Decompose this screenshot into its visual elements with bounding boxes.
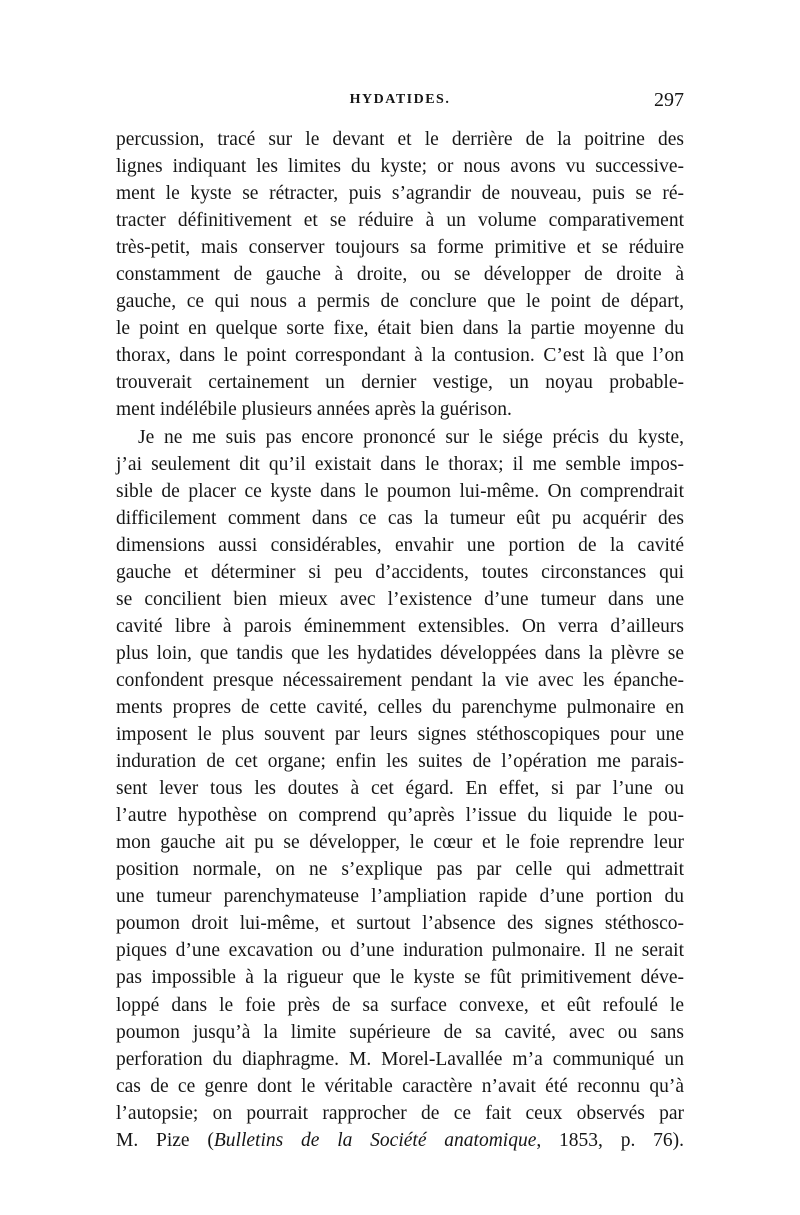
text-line: cas de ce genre dont le véritable caractère n’avait été reconnu qu’à [116, 1075, 684, 1097]
text-line: loppé dans le foie près de sa surface convexe, et eût refoulé le [116, 994, 684, 1016]
text-line: gauche et déterminer si peu d’accidents, toutes circonstances qui [116, 561, 684, 583]
text-line: poumon droit lui-même, et surtout l’absence des signes stéthosco- [116, 913, 684, 935]
text-line: induration de cet organe; enfin les suites de l’opération me parais- [116, 751, 684, 773]
text-line: cavité libre à parois éminemment extensibles. On verra d’ailleurs [116, 615, 684, 637]
running-title: HYDATIDES. [349, 92, 451, 107]
text-line: pas impossible à la rigueur que le kyste se fût primitivement déve- [116, 967, 684, 989]
text-line: l’autopsie; on pourrait rapprocher de ce fait ceux observés par [116, 1102, 684, 1124]
body-text [116, 126, 684, 1154]
text-line: poumon jusqu’à la limite supérieure de sa cavité, avec ou sans [116, 1021, 684, 1043]
text-line: thorax, dans le point correspondant à la contusion. C’est là que l’on [116, 345, 684, 367]
text-line: piques d’une excavation ou d’une induration pulmonaire. Il ne serait [116, 940, 684, 962]
citation-line [116, 1127, 684, 1154]
text-line: trouverait certainement un dernier vestige, un noyau probable- [116, 372, 684, 394]
text-line: lignes indiquant les limites du kyste; or nous avons vu successive- [116, 156, 684, 178]
paragraph-case-summary [116, 126, 684, 424]
text-line: très-petit, mais conserver toujours sa forme primitive et se réduire [116, 237, 684, 259]
text-line: ments propres de cette cavité, celles du parenchyme pulmonaire en [116, 696, 684, 718]
citation-text-before: M. Pize ( [116, 1129, 214, 1151]
text-line: perforation du diaphragme. M. Morel-Lavallée m’a communiqué un [116, 1048, 684, 1070]
text-line: ment indélébile plusieurs années après la guérison. [116, 399, 512, 421]
text-line: sent lever tous les doutes à cet égard. En effet, si par l’une ou [116, 778, 684, 800]
text-line: mon gauche ait pu se développer, le cœur et le foie reprendre leur [116, 832, 684, 854]
text-line: constamment de gauche à droite, ou se développer de droite à [116, 264, 684, 286]
page-number: 297 [654, 89, 684, 111]
running-head [116, 89, 684, 116]
text-line: sible de placer ce kyste dans le poumon lui-même. On comprendrait [116, 480, 684, 502]
text-line: imposent le plus souvent par leurs signes stéthoscopiques pour une [116, 724, 684, 746]
text-line: le point en quelque sorte fixe, était bien dans la partie moyenne du [116, 318, 684, 340]
text-line: une tumeur parenchymateuse l’ampliation rapide d’une portion du [116, 886, 684, 908]
text-line: j’ai seulement dit qu’il existait dans le thorax; il me semble impos- [116, 453, 684, 475]
text-line: difficilement comment dans ce cas la tumeur eût pu acquérir des [116, 507, 684, 529]
text-line: confondent presque nécessairement pendant la vie avec les épanche- [116, 669, 684, 691]
text-line: l’autre hypothèse on comprend qu’après l’issue du liquide le pou- [116, 805, 684, 827]
paragraph-cyst-location [116, 424, 684, 1154]
citation-text-after: , 1853, p. 76). [536, 1129, 684, 1151]
text-line: se concilient bien mieux avec l’existence d’une tumeur dans une [116, 588, 684, 610]
text-line: plus loin, que tandis que les hydatides développées dans la plèvre se [116, 642, 684, 664]
text-line: tracter définitivement et se réduire à un volume comparativement [116, 210, 684, 232]
text-line: percussion, tracé sur le devant et le derrière de la poitrine des [116, 129, 684, 150]
text-line: Je ne me suis pas encore prononcé sur le siége précis du kyste, [138, 426, 684, 448]
citation-journal-title: Bulletins de la Société anatomique [213, 1129, 537, 1151]
text-line: position normale, on ne s’explique pas par celle qui admettrait [116, 859, 684, 881]
text-line: gauche, ce qui nous a permis de conclure que le point de départ, [116, 291, 684, 313]
text-line: ment le kyste se rétracter, puis s’agrandir de nouveau, puis se ré- [116, 183, 684, 205]
text-line: dimensions aussi considérables, envahir une portion de la cavité [116, 534, 684, 556]
